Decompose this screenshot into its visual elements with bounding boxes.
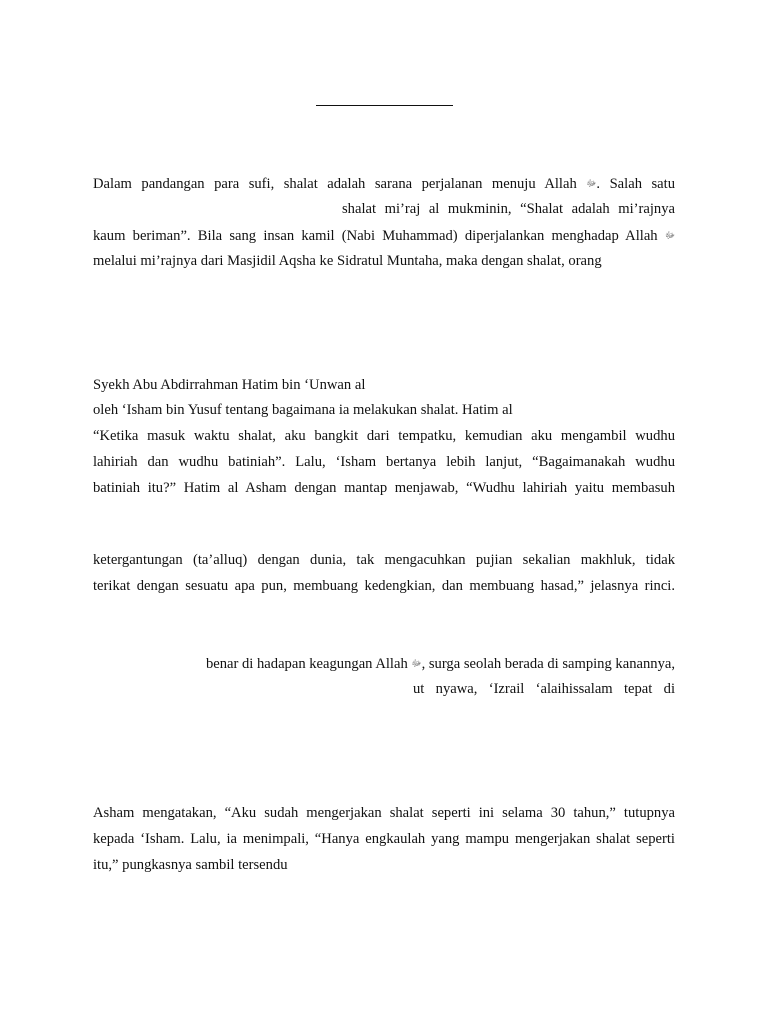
honorific-symbol: ﷻ [664,230,675,240]
paragraph-1-line-4: melalui mi’rajnya dari Masjidil Aqsha ke Sidratul Muntaha, maka dengan shalat, orang [93,253,602,269]
paragraph-1-line-3: kaum beriman”. Bila sang insan kamil (Nabi Muhammad) diperjalankan menghadap Allah ﷻ [93,228,675,244]
paragraph-2-line-3: “Ketika masuk waktu shalat, aku bangkit dari tempatku, kemudian aku mengambil wudhu [93,428,675,444]
honorific-symbol: ﷻ [586,178,597,188]
paragraph-3-line-2: terikat dengan sesuatu apa pun, membuang kedengkian, dan membuang hasad,” jelasnya rinci. [93,578,675,594]
paragraph-1-line-2: shalat mi’raj al mukminin, “Shalat adalah mi’rajnya [342,201,675,217]
paragraph-2-line-2: oleh ‘Isham bin Yusuf tentang bagaimana ia melakukan shalat. Hatim al [93,402,513,418]
paragraph-3-line-1: ketergantungan (ta’alluq) dengan dunia, tak mengacuhkan pujian sekalian makhluk, tidak [93,552,675,568]
paragraph-4-line-2: ut nyawa, ‘Izrail ‘alaihissalam tepat di [413,681,675,697]
title-underline [316,105,453,106]
paragraph-2-line-5: batiniah itu?” Hatim al Asham dengan mantap menjawab, “Wudhu lahiriah yaitu membasuh [93,480,675,496]
paragraph-2-line-4: lahiriah dan wudhu batiniah”. Lalu, ‘Isham bertanya lebih lanjut, “Bagaimanakah wudhu [93,454,675,470]
paragraph-5-line-2: kepada ‘Isham. Lalu, ia menimpali, “Hanya engkaulah yang mampu mengerjakan shalat seperti [93,831,675,847]
paragraph-5-line-1: Asham mengatakan, “Aku sudah mengerjakan shalat seperti ini selama 30 tahun,” tutupnya [93,805,675,821]
paragraph-2-line-1: Syekh Abu Abdirrahman Hatim bin ‘Unwan al [93,377,366,393]
paragraph-1-line-1: Dalam pandangan para sufi, shalat adalah sarana perjalanan menuju Allah ﷻ. Salah satu [93,176,675,192]
paragraph-4-line-1: benar di hadapan keagungan Allah ﷻ, surga seolah berada di samping kanannya, [205,656,675,672]
honorific-symbol: ﷻ [411,658,422,668]
paragraph-5-line-3: itu,” pungkasnya sambil tersendu [93,857,288,873]
